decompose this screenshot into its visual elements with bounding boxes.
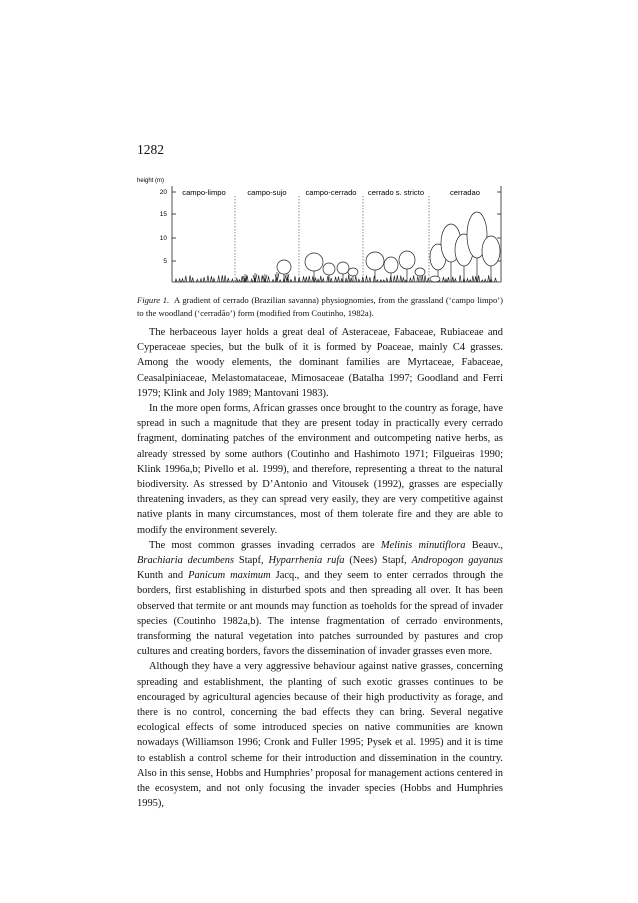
tree-crown [348,268,358,276]
zone-label-campo-limpo: campo-limpo [182,188,226,197]
zone-label-campo-cerrado: campo-cerrado [305,188,357,197]
vegetation-drawing [175,212,500,282]
species-brachiaria: Brachiaria decumbens [137,555,235,567]
tree-crown [384,257,398,273]
tree-crown [482,236,500,266]
paragraph-1: The herbaceous layer holds a great deal of Asteraceae, Fabaceae, Rubiaceae and Cyperaceae species, but the bulk of it is formed by Poaceae, mainly C4 grasses. Among the woody elements, the dominant families are Myrtaceae, Fabaceae, Ceasalpiniaceae, Melastomataceae, Mimosaceae (Batalha 1997; Goodland and Ferri 1979; Klink and Joly 1989; Mantovani 1983). [137,327,503,399]
left-axis [172,186,176,282]
figure-caption [137,294,503,320]
shrub [430,276,440,282]
y-tick-5: 5 [163,258,167,265]
species-panicum: Panicum maximum [188,570,271,582]
species-melinis: Melinis minutiflora [380,539,466,551]
tree-crown [337,262,349,274]
species-hyparrhenia: Hyparrhenia rufa [268,555,345,567]
body-text [137,325,503,812]
tree-crown [399,251,415,269]
zone-label-campo-sujo: campo-sujo [247,188,287,197]
figure-caption-text: A gradient of cerrado (Brazilian savanna) physiognomies, from the grassland (‘campo limpo’) to the woodland (‘cerradão’) form (modified from Coutinho, 1982a). [137,295,503,318]
zone-label-cerradao: cerradao [450,188,480,197]
grass-layer [175,275,496,282]
paragraph-3 [137,538,503,660]
y-tick-20: 20 [159,189,167,196]
tree-crown [415,268,425,276]
tree-crown [277,260,291,274]
y-axis-label: height (m) [137,178,165,184]
p3-author-1: Beauv., [465,539,503,551]
cerrado-gradient-figure [137,176,507,288]
p3-author-2: Stapf, [234,555,269,567]
p3-author-4: Kunth and [137,570,189,582]
figure-caption-label: Figure 1. [137,295,170,305]
right-axis [497,186,501,282]
tree-crown [366,252,384,270]
p3-start: The most common grasses invading cerrados are [149,539,381,551]
y-tick-10: 10 [159,235,167,242]
paragraph-2: In the more open forms, African grasses once brought to the country as forage, have spread in such a magnitude that they are present today in practically every cerrado fragment, dominating patches of the environment and outcompeting native herbs, as already stressed by some authors (Coutinho and Hashimoto 1971; Filgueiras 1990; Klink 1996a,b; Pivello et al. 1999), and therefore, representing a threat to the natural biodiversity. As stressed by D’Antonio and Vitousek (1992), grasses are especially threatening invaders, as they can spread very easily, they are very competitive against native plants in many circumstances, most of them tolerate fire and they are able to modify the environment severely. [137,403,503,536]
shrub [253,273,257,282]
p3-rest: Jacq., and they seem to enter cerrados through the borders, first establishing in disturbed spots and then spreading all over. It has been observed that termite or ant mounds may function as toeholds for the spread of invader species (Coutinho 1982a,b). The intense fragmentation of cerrado environments, transforming the natural vegetation into patches surrounded by pastures and crop cultures and creating borders, favors the dissemination of invader grasses even more. [137,570,503,658]
species-andropogon: Andropogon gayanus [411,555,503,567]
p3-author-3: (Nees) Stapf, [344,555,412,567]
shrub [263,274,267,282]
tree-crown [305,253,323,271]
tree-crown [323,263,335,275]
paragraph-4: Although they have a very aggressive behaviour against native grasses, concerning spreading and establishment, the planting of such exotic grasses continues to be encouraged by agricultural agencies because of their high productivity as forage, and there is no control, concerning the bad effects they can bring. Several negative ecological effects of some introduced species on native communities are known nowadays (Williamson 1996; Cronk and Fuller 1995; Pysek et al. 1995) and it is time to establish a control scheme for their introduction and dissemination in the country. Also in this sense, Hobbs and Humphries’ proposal for management actions centered in the ecosystem, and not only focusing the invader species (Hobbs and Humphries 1995), [137,661,503,810]
y-tick-15: 15 [159,211,167,218]
zone-label-cerrado-s-stricto: cerrado s. stricto [367,188,425,197]
page-number: 1282 [137,142,164,157]
